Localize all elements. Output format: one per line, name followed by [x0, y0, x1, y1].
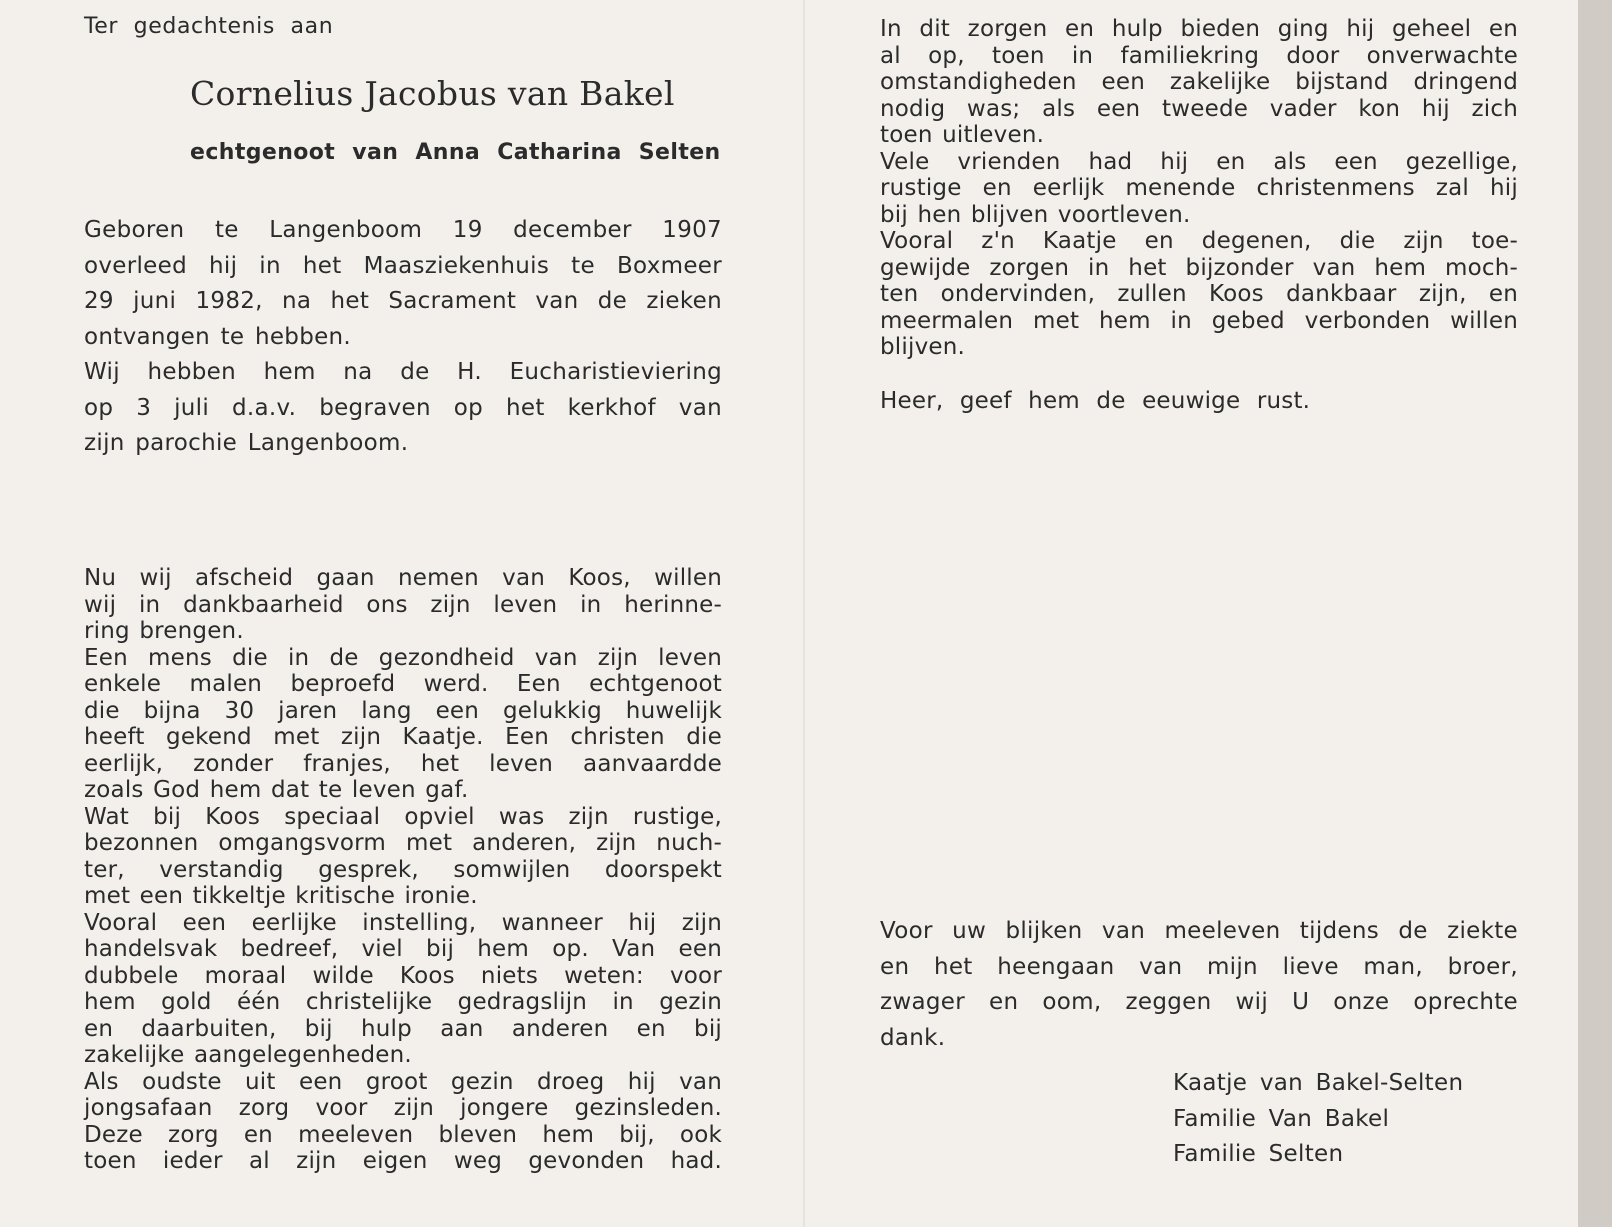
signatures-block [1173, 1066, 1463, 1173]
text-line: In dit zorgen en hulp bieden ging hij geheel en [880, 16, 1518, 42]
signature-line: Kaatje van Bakel-Selten [1173, 1070, 1464, 1096]
text-line: ter, verstandig gesprek, somwijlen doorspekt [84, 856, 722, 883]
text-line: hem gold één christelijke gedragslijn in gezin [84, 989, 722, 1015]
text-line: Wat bij Koos speciaal opviel was zijn rustige, [84, 803, 722, 830]
spouse-line: echtgenoot van Anna Catharina Selten [190, 140, 721, 165]
text-line: rustige en eerlijk menende christenmens zal hij [880, 175, 1518, 201]
text-line: ring brengen. [84, 618, 244, 644]
text-line: bezonnen omgangsvorm met anderen, zijn nuch- [84, 830, 722, 856]
tribute-left-paragraph [84, 565, 722, 1175]
text-line: overleed hij in het Maasziekenhuis te Boxmeer [84, 252, 722, 279]
text-line: al op, toen in familiekring door onverwachte [880, 42, 1518, 69]
text-line: eerlijk, zonder franjes, het leven aanvaardde [84, 750, 722, 777]
signature-line: Familie Selten [1173, 1141, 1344, 1167]
text-line: en daarbuiten, bij hulp aan anderen en bij [84, 1015, 722, 1042]
deceased-name: Cornelius Jacobus van Bakel [190, 74, 675, 113]
signature-line: Familie Van Bakel [1173, 1105, 1390, 1132]
text-line: zoals God hem dat te leven gaf. [84, 777, 469, 803]
text-line: nodig was; als een tweede vader kon hij zich [880, 95, 1518, 122]
prayer-line: Heer, geef hem de eeuwige rust. [880, 388, 1311, 414]
text-line: Wij hebben hem na de H. Eucharistieviering [84, 359, 722, 385]
birth-death-paragraph [84, 213, 722, 462]
text-line: dank. [880, 1024, 946, 1051]
tribute-right-paragraph [880, 16, 1518, 361]
text-line: zijn parochie Langenboom. [84, 430, 409, 456]
text-line: Als oudste uit een groot gezin droeg hij van [84, 1068, 722, 1095]
text-line: 29 juni 1982, na het Sacrament van de zieken [84, 288, 722, 314]
thanks-paragraph [880, 914, 1518, 1056]
text-line: jongsafaan zorg voor zijn jongere gezinsleden. [84, 1095, 722, 1121]
text-line: en het heengaan van mijn lieve man, broer, [880, 953, 1518, 980]
text-line: Vooral een eerlijke instelling, wanneer hij zijn [84, 909, 722, 936]
text-line: dubbele moraal wilde Koos niets weten: voor [84, 962, 722, 989]
text-line: Een mens die in de gezondheid van zijn leven [84, 644, 722, 671]
text-line: Geboren te Langenboom 19 december 1907 [84, 217, 722, 243]
text-line: heeft gekend met zijn Kaatje. Een christen die [84, 724, 722, 750]
text-line: gewijde zorgen in het bijzonder van hem moch- [880, 254, 1518, 281]
text-line: enkele malen beproefd werd. Een echtgenoot [84, 671, 722, 697]
text-line: omstandigheden een zakelijke bijstand dringend [880, 69, 1518, 95]
text-line: Vele vrienden had hij en als een gezellige, [880, 148, 1518, 175]
text-line: op 3 juli d.a.v. begraven op het kerkhof van [84, 394, 722, 421]
fold-line [803, 0, 805, 1227]
text-line: Deze zorg en meeleven bleven hem bij, ook [84, 1121, 722, 1148]
text-line: ontvangen te hebben. [84, 323, 352, 350]
text-line: Vooral z'n Kaatje en degenen, die zijn toe- [880, 228, 1518, 254]
text-line: bij hen blijven voortleven. [880, 201, 1191, 228]
prayer-paragraph [880, 388, 1518, 415]
text-line: handelsvak bedreef, viel bij hem op. Van een [84, 936, 722, 962]
text-line: die bijna 30 jaren lang een gelukkig huwelijk [84, 697, 722, 724]
text-line: wij in dankbaarheid ons zijn leven in herinne- [84, 591, 722, 618]
text-line: Nu wij afscheid gaan nemen van Koos, willen [84, 565, 722, 591]
intro-text: Ter gedachtenis aan [84, 14, 334, 39]
text-line: zakelijke aangelegenheden. [84, 1042, 412, 1068]
text-line: toen uitleven. [880, 122, 1045, 148]
text-line: toen ieder al zijn eigen weg gevonden had. [84, 1148, 722, 1174]
text-line: met een tikkeltje kritische ironie. [84, 883, 478, 909]
text-line: zwager en oom, zeggen wij U onze oprechte [880, 989, 1518, 1015]
text-line: meermalen met hem in gebed verbonden willen [880, 307, 1518, 334]
text-line: Voor uw blijken van meeleven tijdens de ziekte [880, 918, 1518, 944]
text-line: blijven. [880, 334, 966, 360]
text-line: ten ondervinden, zullen Koos dankbaar zijn, en [880, 281, 1518, 307]
